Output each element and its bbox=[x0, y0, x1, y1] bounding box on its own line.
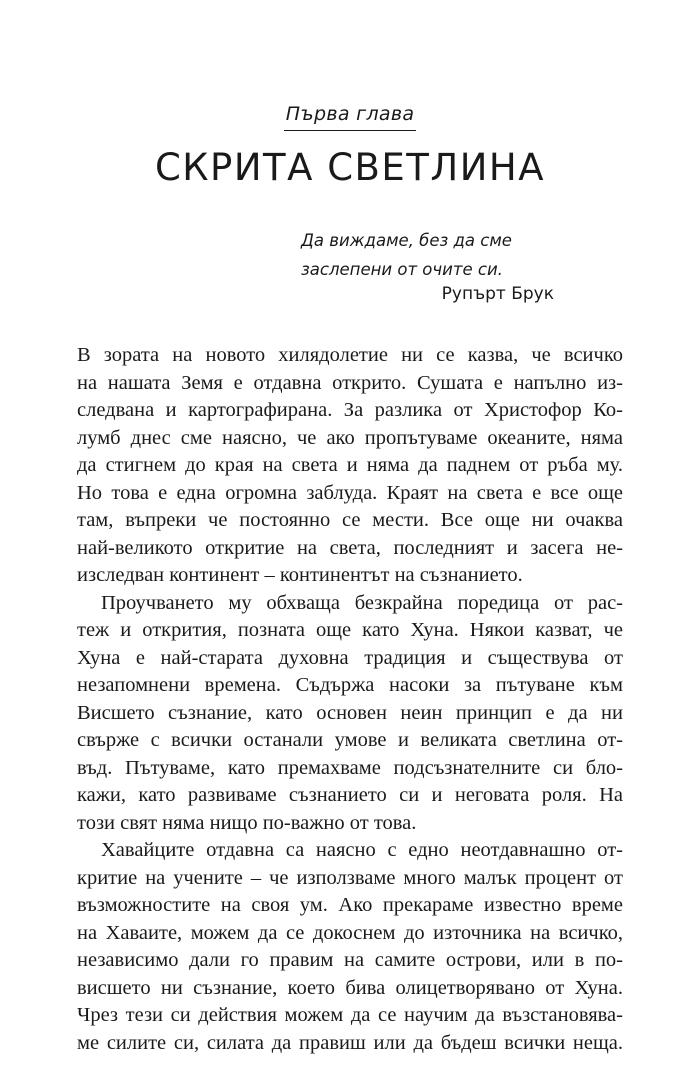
text-line: Хавайците отдавна са наясно с едно неотдавнашно от- bbox=[101, 839, 623, 861]
text-line: на Хаваите, можем да се докоснем до източника на всичко, bbox=[77, 921, 623, 944]
text-line: да стигнем до края на света и няма да паднем от ръба му. bbox=[77, 454, 623, 476]
text-line: теж и открития, позната още като Хуна. Някои казват, че bbox=[77, 619, 623, 641]
chapter-label bbox=[0, 103, 700, 131]
text-line: свърже с всички останали умове и великата светлина от- bbox=[77, 729, 623, 751]
text-line: Хуна е най-старата духовна традиция и съществува от bbox=[77, 646, 623, 669]
body-text bbox=[77, 342, 623, 1057]
chapter-label-text: Първа глава bbox=[284, 103, 417, 131]
text-line: изследван континент – континентът на съзнанието. bbox=[77, 564, 523, 586]
text-line: кажи, като развиваме съзнанието си и неговата роля. На bbox=[77, 784, 623, 806]
text-line: Чрез тези си действия можем да се научим да възстановява- bbox=[77, 1004, 623, 1026]
paragraph bbox=[77, 837, 623, 1057]
epigraph-line: Да виждаме, без да сме bbox=[301, 231, 512, 250]
text-line: критие на учените – че използваме много малък процент от bbox=[77, 866, 623, 889]
epigraph-author: Рупърт Брук bbox=[441, 284, 554, 304]
text-line: този свят няма нищо по-важно от това. bbox=[77, 811, 417, 834]
chapter-title: СКРИТА СВЕТЛИНА bbox=[154, 146, 546, 189]
paragraph bbox=[77, 342, 623, 590]
text-line: ме силите си, силата да правиш или да бъдеш всички неща. bbox=[77, 1031, 623, 1054]
text-line: Проучването му обхваща безкрайна поредица от рас- bbox=[101, 591, 623, 614]
text-line: възможностите на своя ум. Ако прекараме известно време bbox=[77, 894, 623, 916]
text-line: В зората на новото хилядолетие ни се казва, че всичко bbox=[77, 344, 623, 366]
text-line: Но това е една огромна заблуда. Краят на света е все още bbox=[77, 481, 623, 504]
text-line: най-великото откритие на света, последният и засега не- bbox=[77, 536, 623, 559]
epigraph bbox=[301, 226, 591, 284]
text-line: незапомнени времена. Съдържа насоки за пътуване към bbox=[77, 674, 623, 696]
epigraph-line: заслепени от очите си. bbox=[301, 260, 503, 279]
text-line: висшето ни съзнание, което бива олицетворявано от Хуна. bbox=[77, 976, 623, 999]
text-line: следвана и картографирана. За разлика от Христофор Ко- bbox=[77, 399, 623, 421]
text-line: Висшето съзнание, като основен неин принцип е да ни bbox=[77, 701, 623, 724]
text-line: независимо дали го правим на самите острови, или в по- bbox=[77, 949, 623, 971]
text-line: на нашата Земя е отдавна открито. Сушата е напълно из- bbox=[77, 371, 623, 394]
text-line: въд. Пътуваме, като премахваме подсъзнателните си бло- bbox=[77, 756, 623, 779]
paragraph bbox=[77, 590, 623, 838]
text-line: лумб днес сме наясно, че ако пропътуваме океаните, няма bbox=[77, 426, 623, 449]
text-line: там, въпреки че постоянно се мести. Все още ни очаква bbox=[77, 509, 623, 531]
